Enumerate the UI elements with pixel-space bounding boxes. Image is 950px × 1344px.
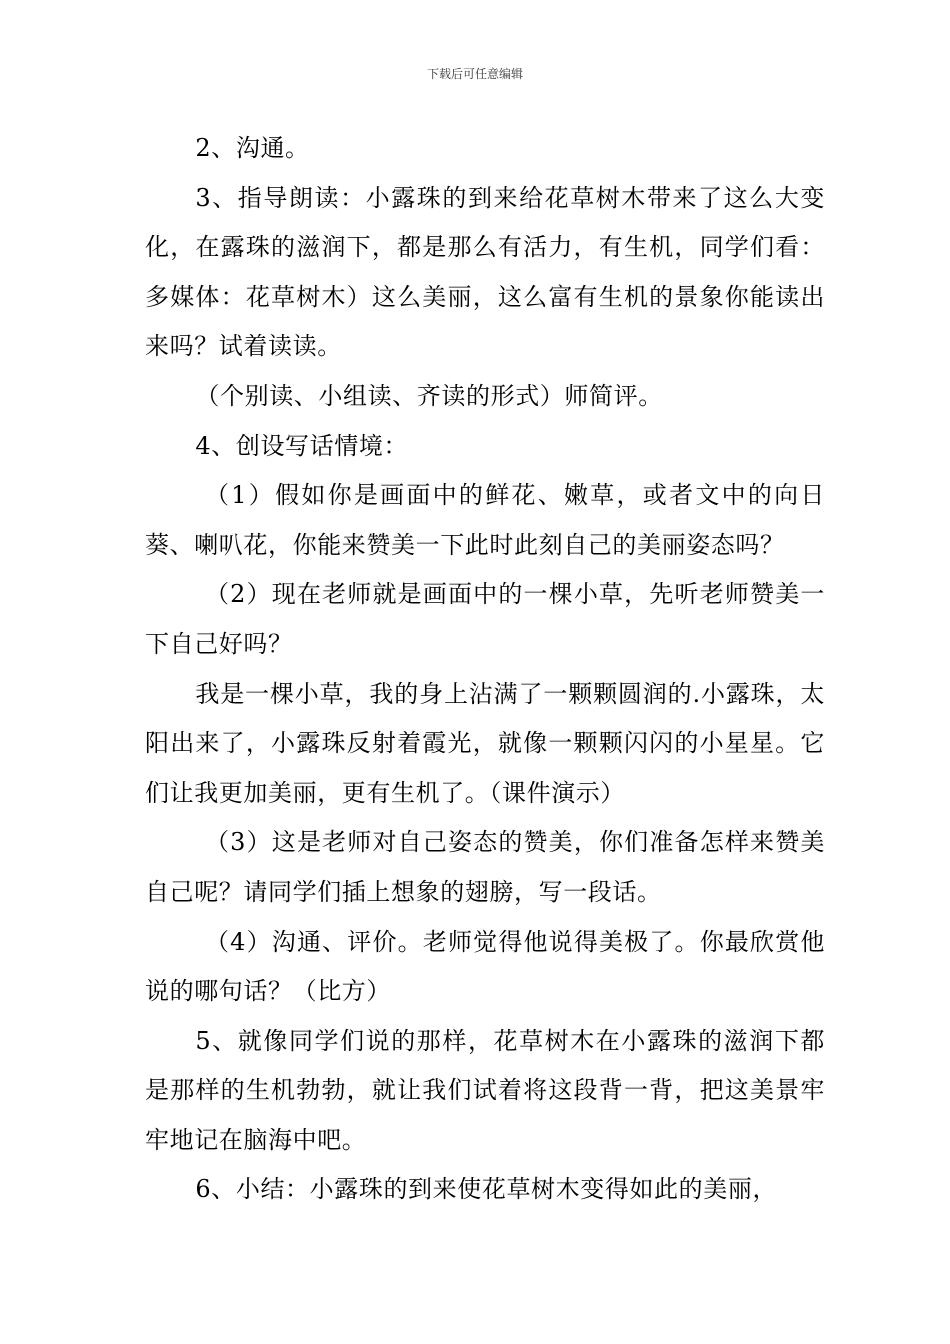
paragraph-step-4: 4、创设写话情境： — [195, 431, 409, 460]
paragraph-grass-monologue: 我是一棵小草，我的身上沾满了一颗颗圆润的.小露珠，太阳出来了，小露珠反射着霞光，就像一颗颗闪闪的小星星。它们让我更加美丽，更有生机了。（课件演示） — [145, 679, 825, 807]
paragraph-step-3: 3、指导朗读：小露珠的到来给花草树木带来了这么大变化，在露珠的滋润下，都是那么有活力，有生机，同学们看：多媒体：花草树木）这么美丽，这么富有生机的景象你能读出来吗？试着读读。 — [145, 183, 825, 361]
paragraph-item-2: （2）现在老师就是画面中的一棵小草，先听老师赞美一下自己好吗？ — [145, 580, 825, 658]
paragraph-item-3: （3）这是老师对自己姿态的赞美，你们准备怎样来赞美自己呢？请同学们插上想象的翅膀，写一段话。 — [145, 828, 825, 906]
document-body — [145, 124, 825, 1215]
paragraph-item-4: （4）沟通、评价。老师觉得他说得美极了。你最欣赏他说的哪句话？（比方） — [145, 927, 825, 1006]
paragraph-step-5: 5、就像同学们说的那样，花草树木在小露珠的滋润下都是那样的生机勃勃，就让我们试着将这段背一背，把这美景牢牢地记在脑海中吧。 — [145, 1026, 825, 1154]
page-header: 下载后可任意编辑 — [426, 67, 523, 81]
paragraph-step-2: 2、沟通。 — [195, 134, 310, 162]
paragraph-step-6: 6、小结：小露珠的到来使花草树木变得如此的美丽， — [195, 1175, 778, 1204]
paragraph-reading-forms: （个别读、小组读、齐读的形式）师简评。 — [195, 381, 663, 410]
paragraph-item-1: （1）假如你是画面中的鲜花、嫩草，或者文中的向日葵、喇叭花，你能来赞美一下此时此刻自己的美丽姿态吗？ — [145, 481, 825, 559]
